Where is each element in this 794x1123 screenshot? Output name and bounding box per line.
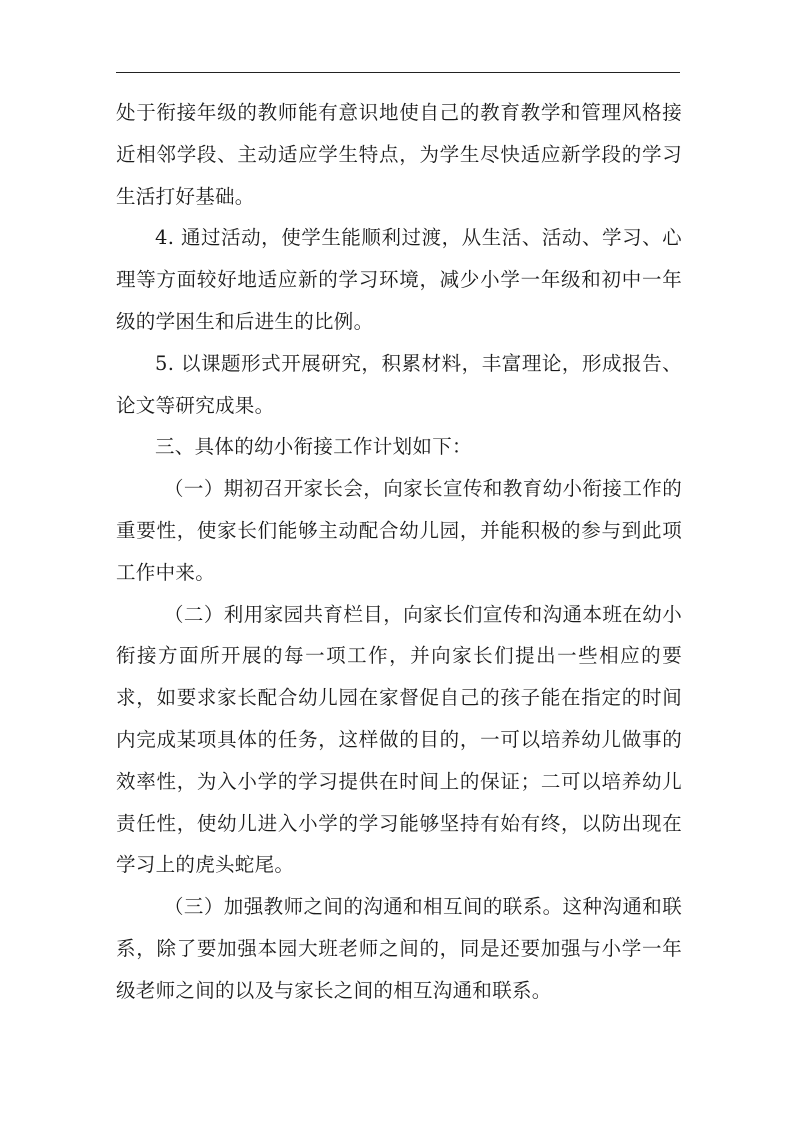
paragraph-continuation: 处于衔接年级的教师能有意识地使自己的教育教学和管理风格接近相邻学段、主动适应学生特点，为学生尽快适应新学段的学习生活打好基础。 bbox=[116, 101, 682, 208]
paragraph-sub-1: （一）期初召开家长会，向家长宣传和教育幼小衔接工作的重要性，使家长们能够主动配合幼儿园，并能积极的参与到此项工作中来。 bbox=[116, 477, 682, 584]
document-body bbox=[116, 92, 682, 1012]
section-heading-3: 三、具体的幼小衔接工作计划如下： bbox=[155, 435, 472, 459]
paragraph-sub-2: （二）利用家园共育栏目，向家长们宣传和沟通本班在幼小衔接方面所开展的每一项工作，并向家长们提出一些相应的要求，如要求家长配合幼儿园在家督促自己的孩子能在指定的时间内完成某项具体的任务，这样做的目的，一可以培养幼儿做事的效率性，为入小学的学习提供在时间上的保证；二可以培养幼儿责任性，使幼儿进入小学的学习能够坚持有始有终，以防出现在学习上的虎头蛇尾。 bbox=[116, 602, 682, 877]
paragraph-item-4: 4. 通过活动，使学生能顺利过渡，从生活、活动、学习、心理等方面较好地适应新的学习环境，减少小学一年级和初中一年级的学困生和后进生的比例。 bbox=[116, 226, 682, 333]
paragraph-sub-3: （三）加强教师之间的沟通和相互间的联系。这种沟通和联系，除了要加强本园大班老师之间的，同是还要加强与小学一年级老师之间的以及与家长之间的相互沟通和联系。 bbox=[116, 895, 682, 1002]
paragraph-item-5: 5. 以课题形式开展研究，积累材料，丰富理论，形成报告、论文等研究成果。 bbox=[116, 351, 682, 417]
header-rule bbox=[116, 72, 680, 73]
